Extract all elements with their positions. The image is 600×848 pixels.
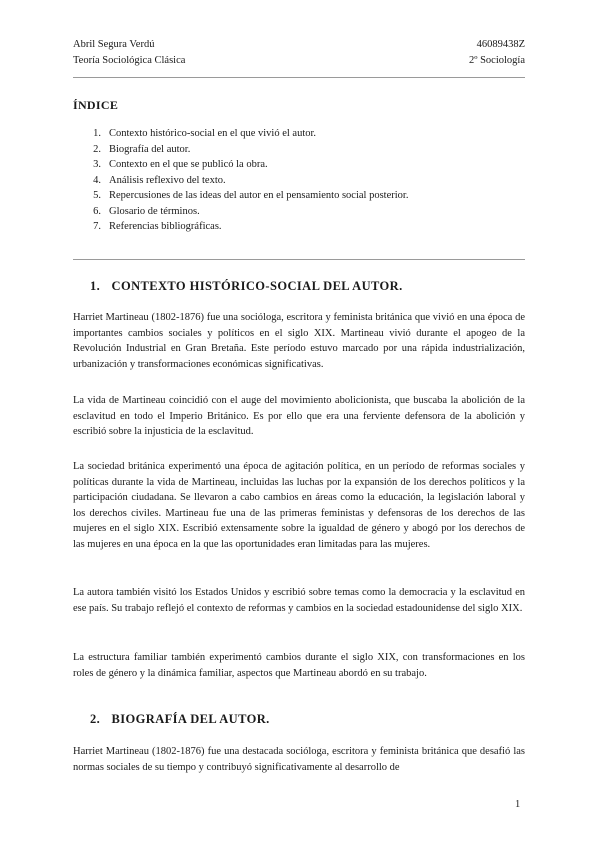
section-2-paragraph-1: Harriet Martineau (1802-1876) fue una destacada socióloga, escritora y feminista británica que desafió las normas sociales de su tiempo y contribuyó significativamente al desarrollo de — [73, 746, 525, 773]
index-item-number: 7. — [93, 221, 101, 232]
index-item-label: Referencias bibliográficas. — [109, 221, 222, 232]
section-2-heading: BIOGRAFÍA DEL AUTOR. — [111, 712, 270, 726]
index-item-label: Repercusiones de las ideas del autor en el pensamiento social posterior. — [109, 190, 409, 201]
index-divider — [73, 259, 525, 260]
header-divider — [73, 77, 525, 78]
index-item-number: 6. — [93, 205, 101, 217]
header-course: Teoría Sociológica Clásica — [73, 55, 186, 66]
index-item-number: 4. — [93, 174, 101, 186]
section-1-paragraph-1: Harriet Martineau (1802-1876) fue una socióloga, escritora y feminista británica que vivió en una época de importantes cambios sociales y políticos en el siglo XIX. Martineau vivió durante el apogeo de la Revolución Industrial en Gran Bretaña. Este período estuvo marcado por una rápida industrialización, urbanización y transformaciones económicas significativas. — [73, 312, 525, 370]
section-1-heading: CONTEXTO HISTÓRICO-SOCIAL DEL AUTOR. — [111, 279, 403, 293]
index-item-number: 2. — [93, 143, 101, 155]
index-item-label: Contexto histórico-social en el que vivió el autor. — [109, 128, 317, 139]
section-2-title — [90, 712, 270, 727]
section-1-title — [90, 279, 403, 294]
index-item-label: Análisis reflexivo del texto. — [109, 174, 226, 186]
index-item-number: 1. — [93, 128, 101, 139]
header-student-id: 46089438Z — [476, 39, 525, 50]
index-item — [73, 188, 503, 204]
index-item-label: Contexto en el que se publicó la obra. — [109, 159, 268, 170]
index-item-label: Biografía del autor. — [109, 143, 191, 155]
header-degree: 2º Sociología — [468, 55, 525, 66]
index-item — [73, 173, 503, 189]
section-1-paragraph-4: La autora también visitó los Estados Unidos y escribió sobre temas como la democracia y la esclavitud en ese país. Su trabajo reflejó el contexto de reformas y cambios en la sociedad estadounidense del siglo XIX. — [73, 587, 525, 614]
page-header — [73, 37, 525, 69]
header-author: Abril Segura Verdú — [73, 39, 155, 50]
index-item-label: Glosario de términos. — [109, 205, 200, 217]
index-item — [73, 157, 503, 173]
index-item-number: 3. — [93, 159, 101, 170]
section-1-paragraph-5: La estructura familiar también experimentó cambios durante el siglo XIX, con transformaciones en los roles de género y la dinámica familiar, aspectos que Martineau abordó en su trabajo. — [73, 652, 525, 679]
index-item — [73, 204, 503, 220]
index-item — [73, 142, 503, 158]
index-item — [73, 126, 503, 142]
page-number: 1 — [515, 799, 521, 810]
index-list — [73, 126, 503, 235]
index-title: ÍNDICE — [73, 98, 119, 112]
index-item-number: 5. — [93, 190, 101, 201]
section-1-number: 1. — [90, 279, 101, 293]
section-2-number: 2. — [90, 712, 101, 726]
section-1-paragraph-3: La sociedad británica experimentó una época de agitación política, en un período de reformas sociales y políticas durante la vida de Martineau, incluidas las luchas por la expansión de los derechos políticos y la participación ciudadana. Se llevaron a cabo cambios en áreas como la educación, la legislación laboral y los derechos civiles. Martineau fue una de las primeras feministas y defensoras de los derechos de las mujeres en el siglo XIX. Escribió extensamente sobre la igualdad de género y abogó por los derechos de las mujeres en una época en la que las oportunidades eran limitadas para las mujeres. — [73, 461, 525, 550]
section-1-paragraph-2: La vida de Martineau coincidió con el auge del movimiento abolicionista, que buscaba la abolición de la esclavitud en todo el Imperio Británico. Es por ello que era una ferviente defensora de la abolición y escribió sobre la injusticia de la esclavitud. — [73, 395, 525, 437]
index-item — [73, 219, 503, 235]
